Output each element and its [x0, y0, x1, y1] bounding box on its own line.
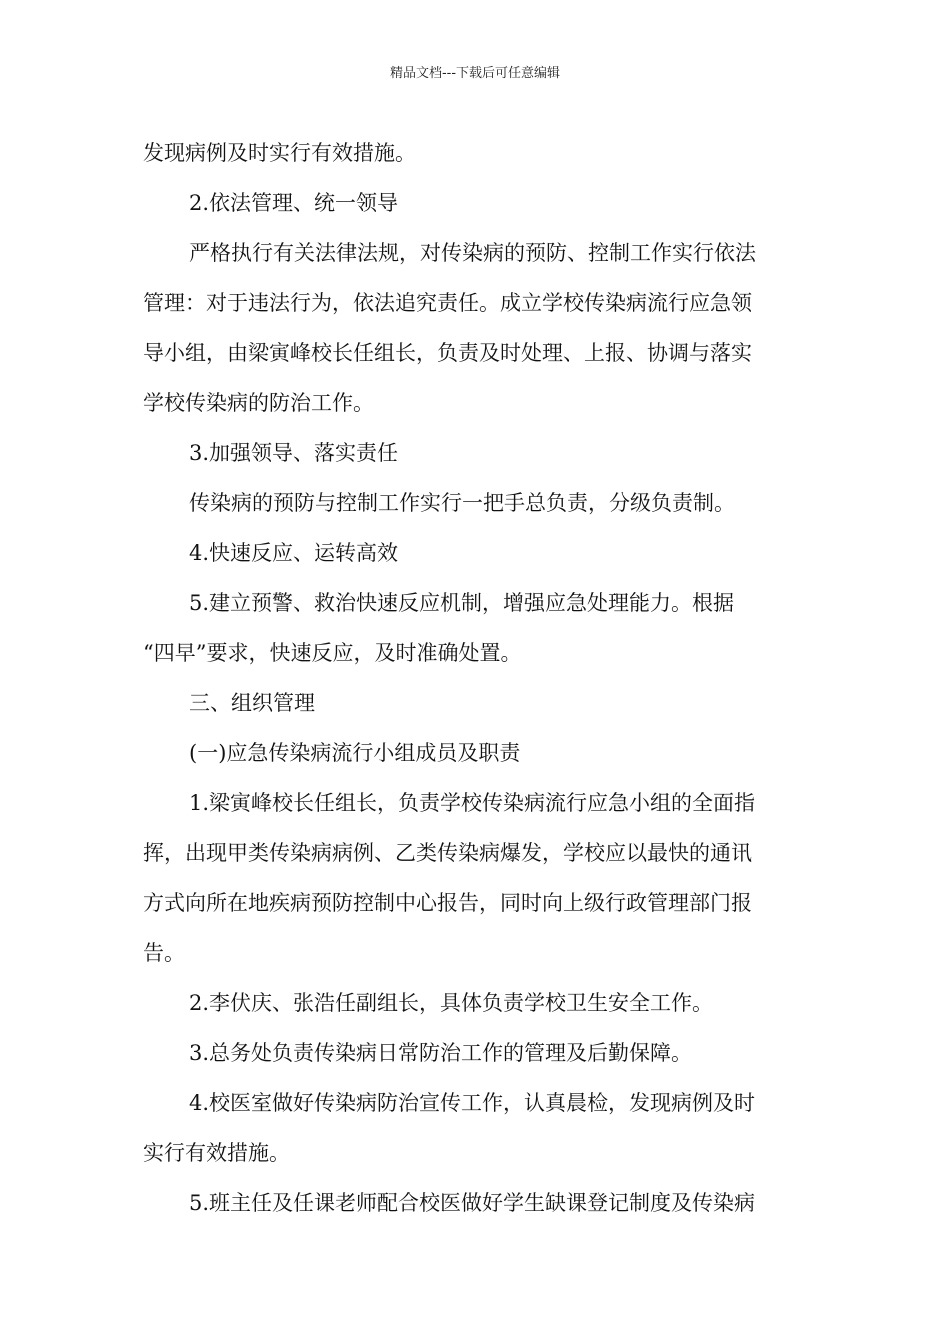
- section-heading: 3.加强领导、落实责任: [189, 441, 399, 465]
- text-line: 严格执行有关法律法规，对传染病的预防、控制工作实行依法: [189, 241, 756, 265]
- text-line: 传染病的预防与控制工作实行一把手总负责，分级负责制。: [189, 491, 735, 515]
- text-line: 1.梁寅峰校长任组长，负责学校传染病流行应急小组的全面指: [189, 791, 756, 815]
- text-line: 管理：对于违法行为，依法追究责任。成立学校传染病流行应急领: [143, 291, 752, 315]
- document-body: [143, 128, 808, 1228]
- text-line: 挥，出现甲类传染病病例、乙类传染病爆发，学校应以最快的通讯: [143, 841, 752, 865]
- subsection-heading: (一)应急传染病流行小组成员及职责: [189, 741, 521, 765]
- text-line: 3.总务处负责传染病日常防治工作的管理及后勤保障。: [189, 1041, 693, 1065]
- text-line: “四早”要求，快速反应，及时准确处置。: [143, 641, 522, 665]
- section-heading: 三、组织管理: [189, 691, 315, 715]
- section-heading: 4.快速反应、运转高效: [189, 541, 399, 565]
- text-line: 2.李伏庆、张浩任副组长，具体负责学校卫生安全工作。: [189, 991, 714, 1015]
- section-heading: 2.依法管理、统一领导: [189, 191, 399, 215]
- text-line: 导小组，由梁寅峰校长任组长，负责及时处理、上报、协调与落实: [143, 341, 752, 365]
- text-line: 5.班主任及任课老师配合校医做好学生缺课登记制度及传染病: [189, 1191, 756, 1215]
- text-line: 4.校医室做好传染病防治宣传工作，认真晨检，发现病例及时: [189, 1091, 756, 1115]
- text-line: 方式向所在地疾病预防控制中心报告，同时向上级行政管理部门报: [143, 891, 752, 915]
- text-line: 实行有效措施。: [143, 1141, 290, 1165]
- text-line: 发现病例及时实行有效措施。: [143, 141, 416, 165]
- text-line: 5.建立预警、救治快速反应机制，增强应急处理能力。根据: [189, 591, 735, 615]
- text-line: 告。: [143, 941, 185, 965]
- text-line: 学校传染病的防治工作。: [143, 391, 374, 415]
- page-header: 精品文档---下载后可任意编辑: [389, 66, 561, 81]
